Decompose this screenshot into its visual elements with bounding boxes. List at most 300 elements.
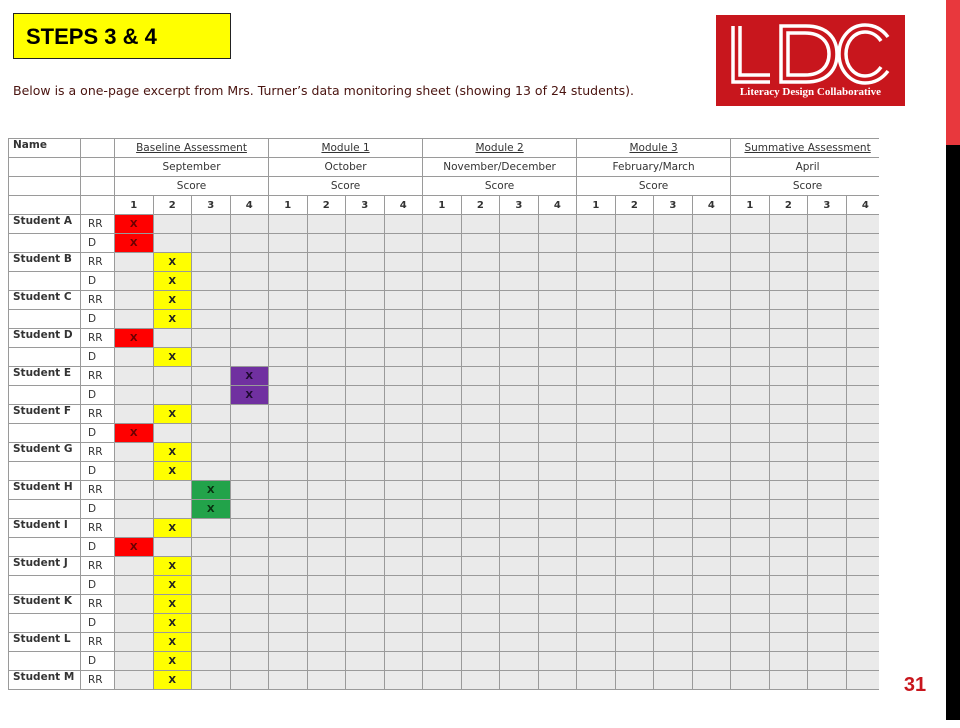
score-cell [731, 234, 770, 253]
score-cell [808, 291, 847, 310]
score-cell [423, 500, 462, 519]
score-cell [846, 405, 879, 424]
score-cell [731, 671, 770, 690]
period-score-label: Score [731, 177, 879, 196]
score-cell [846, 652, 879, 671]
score-cell [192, 215, 231, 234]
student-name-blank [9, 576, 81, 595]
score-cell [500, 348, 539, 367]
student-row [9, 481, 880, 500]
score-cell [615, 272, 654, 291]
score-cell [615, 595, 654, 614]
score-cell [346, 595, 385, 614]
student-name-blank [9, 500, 81, 519]
score-cell [192, 443, 231, 462]
score-cell [423, 405, 462, 424]
score-cell [230, 291, 269, 310]
score-mark: X [153, 291, 192, 310]
score-cell [577, 329, 616, 348]
period-month: October [269, 158, 423, 177]
score-mark: X [153, 614, 192, 633]
score-cell [846, 443, 879, 462]
score-cell [384, 633, 423, 652]
score-cell [846, 500, 879, 519]
score-cell [423, 424, 462, 443]
score-cell [423, 386, 462, 405]
score-mark: X [153, 633, 192, 652]
score-cell [615, 215, 654, 234]
student-name-blank [9, 424, 81, 443]
score-cell [230, 614, 269, 633]
score-cell [577, 367, 616, 386]
score-cell [769, 500, 808, 519]
score-cell [307, 386, 346, 405]
score-level-header: 3 [654, 196, 693, 215]
score-cell [346, 253, 385, 272]
score-cell [269, 367, 308, 386]
score-cell [384, 538, 423, 557]
student-name-blank [9, 652, 81, 671]
score-cell [307, 310, 346, 329]
score-cell [769, 652, 808, 671]
score-cell [307, 405, 346, 424]
score-mark: X [115, 215, 154, 234]
score-mark: X [153, 595, 192, 614]
score-cell [346, 386, 385, 405]
period-title: Baseline Assessment [115, 139, 269, 158]
score-cell [461, 614, 500, 633]
score-cell [538, 614, 577, 633]
score-cell [153, 424, 192, 443]
score-cell [654, 671, 693, 690]
score-cell [115, 519, 154, 538]
student-row [9, 614, 880, 633]
score-cell [384, 291, 423, 310]
score-cell [808, 576, 847, 595]
score-cell [808, 405, 847, 424]
period-title: Module 2 [423, 139, 577, 158]
score-cell [731, 329, 770, 348]
score-cell [307, 557, 346, 576]
score-cell [615, 329, 654, 348]
score-cell [115, 500, 154, 519]
score-cell [538, 652, 577, 671]
score-cell [230, 462, 269, 481]
score-cell [192, 253, 231, 272]
score-cell [769, 671, 808, 690]
score-cell [808, 557, 847, 576]
score-cell [500, 481, 539, 500]
score-level-header: 2 [615, 196, 654, 215]
score-cell [615, 348, 654, 367]
score-cell [538, 310, 577, 329]
score-cell [346, 519, 385, 538]
score-cell [500, 310, 539, 329]
score-cell [269, 671, 308, 690]
student-name: Student K [9, 595, 81, 614]
score-cell [577, 481, 616, 500]
score-cell [346, 424, 385, 443]
score-cell [654, 443, 693, 462]
score-cell [423, 310, 462, 329]
score-cell [731, 348, 770, 367]
score-cell [846, 348, 879, 367]
score-cell [269, 481, 308, 500]
period-score-label: Score [577, 177, 731, 196]
score-cell [500, 386, 539, 405]
student-row [9, 595, 880, 614]
student-name: Student J [9, 557, 81, 576]
score-mark: X [153, 519, 192, 538]
score-cell [307, 329, 346, 348]
score-cell [538, 671, 577, 690]
score-cell [346, 557, 385, 576]
score-cell [346, 481, 385, 500]
score-cell [153, 500, 192, 519]
score-cell [654, 614, 693, 633]
period-score-label: Score [423, 177, 577, 196]
score-cell [461, 557, 500, 576]
score-cell [769, 538, 808, 557]
score-cell [230, 633, 269, 652]
score-cell [692, 424, 731, 443]
score-cell [461, 367, 500, 386]
score-cell [269, 519, 308, 538]
score-cell [269, 595, 308, 614]
score-level-header: 1 [423, 196, 462, 215]
row-type: D [81, 614, 115, 633]
score-cell [500, 424, 539, 443]
score-cell [230, 405, 269, 424]
score-cell [731, 633, 770, 652]
score-cell [423, 671, 462, 690]
period-month: November/December [423, 158, 577, 177]
score-cell [346, 310, 385, 329]
student-row [9, 348, 880, 367]
score-cell [692, 253, 731, 272]
student-name: Student D [9, 329, 81, 348]
score-cell [731, 462, 770, 481]
score-cell [230, 234, 269, 253]
score-cell [192, 614, 231, 633]
score-cell [230, 652, 269, 671]
student-name: Student G [9, 443, 81, 462]
score-cell [769, 386, 808, 405]
score-cell [115, 272, 154, 291]
score-cell [577, 234, 616, 253]
score-cell [192, 234, 231, 253]
score-cell [500, 443, 539, 462]
score-cell [500, 405, 539, 424]
score-cell [577, 386, 616, 405]
student-row [9, 633, 880, 652]
score-cell [654, 519, 693, 538]
score-level-header: 4 [230, 196, 269, 215]
row-type: D [81, 538, 115, 557]
score-cell [654, 215, 693, 234]
score-cell [384, 367, 423, 386]
score-cell [538, 405, 577, 424]
score-cell [615, 234, 654, 253]
score-cell [538, 443, 577, 462]
blank-cell [81, 196, 115, 215]
score-cell [461, 291, 500, 310]
score-cell [577, 633, 616, 652]
row-type: D [81, 310, 115, 329]
score-cell [692, 329, 731, 348]
score-cell [269, 557, 308, 576]
score-mark: X [230, 386, 269, 405]
score-cell [384, 405, 423, 424]
score-cell [538, 538, 577, 557]
score-cell [500, 633, 539, 652]
score-cell [692, 310, 731, 329]
row-type: D [81, 462, 115, 481]
intro-text: Below is a one-page excerpt from Mrs. Turner’s data monitoring sheet (showing 13 of 24 students). [13, 83, 634, 98]
score-cell [461, 481, 500, 500]
score-cell [115, 614, 154, 633]
score-level-header: 3 [500, 196, 539, 215]
score-cell [769, 443, 808, 462]
score-cell [115, 405, 154, 424]
score-cell [269, 405, 308, 424]
score-cell [654, 576, 693, 595]
score-cell [461, 538, 500, 557]
score-cell [692, 481, 731, 500]
score-cell [269, 386, 308, 405]
score-cell [307, 633, 346, 652]
score-cell [692, 348, 731, 367]
score-cell [384, 462, 423, 481]
score-cell [846, 253, 879, 272]
score-cell [692, 405, 731, 424]
score-cell [577, 253, 616, 272]
score-cell [769, 272, 808, 291]
score-cell [654, 329, 693, 348]
score-cell [615, 500, 654, 519]
score-mark: X [153, 272, 192, 291]
score-cell [461, 329, 500, 348]
score-cell [692, 519, 731, 538]
score-cell [192, 424, 231, 443]
score-cell [423, 557, 462, 576]
score-cell [846, 519, 879, 538]
score-cell [307, 348, 346, 367]
score-cell [846, 595, 879, 614]
score-cell [538, 329, 577, 348]
score-cell [615, 424, 654, 443]
score-cell [115, 557, 154, 576]
score-cell [230, 519, 269, 538]
score-mark: X [153, 576, 192, 595]
score-cell [346, 405, 385, 424]
score-cell [115, 481, 154, 500]
score-mark: X [153, 557, 192, 576]
student-row [9, 500, 880, 519]
score-cell [538, 481, 577, 500]
header-row-months [9, 158, 880, 177]
score-cell [192, 671, 231, 690]
score-cell [269, 291, 308, 310]
blank-cell [9, 158, 81, 177]
score-cell [577, 538, 616, 557]
type-header-blank [81, 139, 115, 158]
score-cell [692, 557, 731, 576]
score-cell [692, 272, 731, 291]
row-type: D [81, 348, 115, 367]
score-cell [269, 348, 308, 367]
accent-bar-black [946, 145, 960, 720]
score-cell [192, 329, 231, 348]
score-cell [461, 310, 500, 329]
score-cell [538, 557, 577, 576]
score-cell [384, 443, 423, 462]
name-header: Name [9, 139, 81, 158]
score-cell [115, 652, 154, 671]
score-cell [307, 500, 346, 519]
score-cell [269, 424, 308, 443]
steps-label: STEPS 3 & 4 [26, 24, 157, 49]
student-name: Student A [9, 215, 81, 234]
score-cell [654, 367, 693, 386]
score-cell [307, 481, 346, 500]
score-cell [461, 633, 500, 652]
score-cell [269, 329, 308, 348]
steps-banner [13, 13, 231, 59]
row-type: RR [81, 443, 115, 462]
score-cell [692, 291, 731, 310]
score-mark: X [153, 405, 192, 424]
score-cell [692, 367, 731, 386]
score-cell [230, 671, 269, 690]
score-cell [577, 405, 616, 424]
score-cell [230, 538, 269, 557]
score-cell [500, 367, 539, 386]
blank-cell [81, 177, 115, 196]
score-cell [615, 576, 654, 595]
score-cell [846, 671, 879, 690]
score-cell [461, 576, 500, 595]
score-cell [230, 443, 269, 462]
score-cell [384, 595, 423, 614]
score-cell [461, 519, 500, 538]
score-mark: X [115, 329, 154, 348]
score-cell [269, 443, 308, 462]
score-cell [615, 519, 654, 538]
score-cell [538, 576, 577, 595]
score-cell [384, 215, 423, 234]
score-cell [346, 348, 385, 367]
score-cell [461, 348, 500, 367]
score-cell [654, 595, 693, 614]
page-number: 31 [903, 674, 927, 696]
student-name-blank [9, 234, 81, 253]
score-cell [846, 272, 879, 291]
score-cell [423, 329, 462, 348]
score-cell [269, 500, 308, 519]
score-cell [731, 443, 770, 462]
student-row [9, 310, 880, 329]
score-cell [192, 405, 231, 424]
row-type: D [81, 272, 115, 291]
score-cell [230, 348, 269, 367]
score-cell [500, 329, 539, 348]
score-cell [731, 595, 770, 614]
score-cell [500, 215, 539, 234]
score-cell [153, 234, 192, 253]
score-cell [731, 253, 770, 272]
score-cell [846, 386, 879, 405]
score-cell [269, 538, 308, 557]
score-cell [731, 500, 770, 519]
score-cell [615, 614, 654, 633]
score-cell [153, 538, 192, 557]
blank-cell [81, 158, 115, 177]
score-mark: X [153, 462, 192, 481]
score-cell [808, 519, 847, 538]
score-cell [808, 253, 847, 272]
score-cell [115, 386, 154, 405]
score-cell [500, 253, 539, 272]
student-name: Student L [9, 633, 81, 652]
score-cell [346, 234, 385, 253]
period-score-label: Score [115, 177, 269, 196]
score-cell [500, 291, 539, 310]
score-cell [269, 576, 308, 595]
student-row [9, 557, 880, 576]
score-cell [423, 291, 462, 310]
score-cell [769, 291, 808, 310]
student-row [9, 519, 880, 538]
score-cell [692, 633, 731, 652]
row-type: D [81, 234, 115, 253]
score-cell [654, 310, 693, 329]
score-cell [577, 443, 616, 462]
score-cell [346, 671, 385, 690]
score-cell [269, 234, 308, 253]
score-cell [346, 272, 385, 291]
score-cell [192, 386, 231, 405]
row-type: RR [81, 671, 115, 690]
score-level-header: 3 [346, 196, 385, 215]
score-cell [577, 614, 616, 633]
row-type: RR [81, 481, 115, 500]
row-type: RR [81, 215, 115, 234]
score-cell [615, 538, 654, 557]
score-cell [615, 310, 654, 329]
row-type: RR [81, 367, 115, 386]
score-cell [769, 329, 808, 348]
score-cell [615, 481, 654, 500]
row-type: RR [81, 595, 115, 614]
student-row [9, 234, 880, 253]
score-cell [769, 215, 808, 234]
student-name: Student H [9, 481, 81, 500]
score-cell [346, 576, 385, 595]
score-cell [846, 234, 879, 253]
score-cell [115, 595, 154, 614]
student-name-blank [9, 310, 81, 329]
score-cell [654, 652, 693, 671]
score-cell [769, 481, 808, 500]
score-level-header: 3 [192, 196, 231, 215]
blank-cell [9, 196, 81, 215]
score-level-header: 4 [538, 196, 577, 215]
score-cell [615, 367, 654, 386]
score-level-header: 2 [461, 196, 500, 215]
score-mark: X [230, 367, 269, 386]
score-cell [423, 443, 462, 462]
